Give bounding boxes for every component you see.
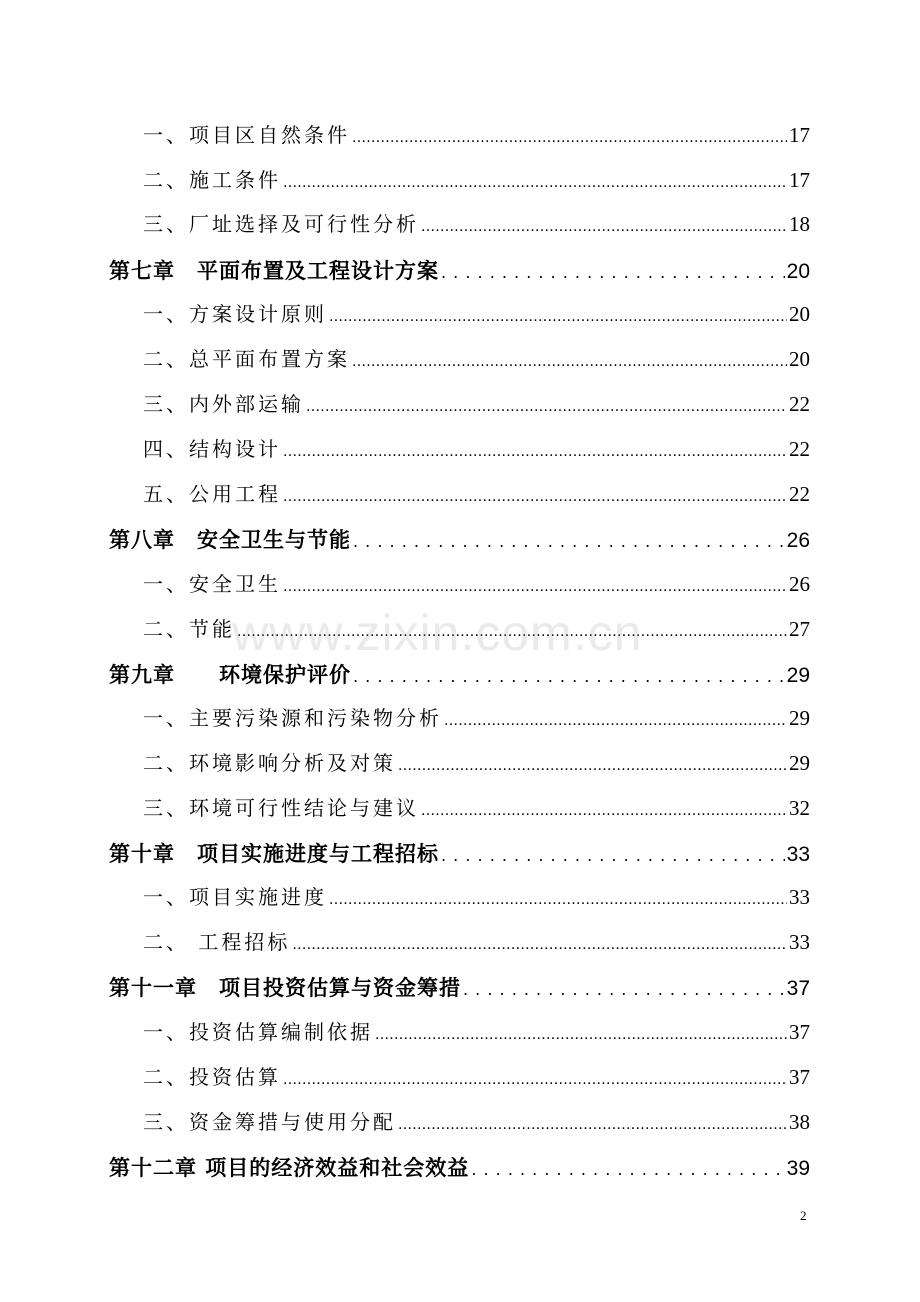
dot-leader bbox=[353, 658, 785, 694]
toc-page-number: 17 bbox=[789, 123, 810, 147]
dot-leader bbox=[283, 477, 787, 514]
toc-chapter-entry[interactable] bbox=[109, 254, 810, 288]
toc-entry[interactable] bbox=[143, 925, 810, 959]
toc-page-number: 20 bbox=[786, 260, 810, 283]
toc-entry[interactable] bbox=[143, 701, 810, 735]
dot-leader bbox=[329, 297, 787, 334]
dot-leader bbox=[444, 701, 787, 738]
dot-leader bbox=[441, 254, 785, 290]
dot-leader bbox=[353, 523, 785, 559]
toc-entry[interactable] bbox=[143, 1105, 810, 1139]
dot-leader bbox=[237, 612, 787, 649]
toc-page-number: 17 bbox=[789, 168, 810, 192]
toc-page-number: 33 bbox=[789, 885, 810, 909]
toc-entry-title: 三、内外部运输 bbox=[143, 392, 304, 416]
toc-entry[interactable] bbox=[143, 791, 810, 825]
watermark: www.zixin.com.cn bbox=[232, 605, 643, 661]
dot-leader bbox=[306, 387, 787, 424]
toc-chapter-title: 第七章 平面布置及工程设计方案 bbox=[109, 258, 439, 283]
toc-entry[interactable] bbox=[143, 567, 810, 601]
toc-entry-title: 一、项目实施进度 bbox=[143, 885, 327, 909]
dot-leader bbox=[283, 432, 787, 469]
toc-page-number: 26 bbox=[786, 529, 810, 552]
toc-entry[interactable] bbox=[143, 163, 810, 197]
toc-entry[interactable] bbox=[143, 477, 810, 511]
toc-entry[interactable] bbox=[143, 207, 810, 241]
page-number: 2 bbox=[800, 1208, 807, 1223]
dot-leader bbox=[463, 971, 785, 1007]
toc-page-number: 32 bbox=[789, 796, 810, 820]
toc-entry-title: 一、方案设计原则 bbox=[143, 302, 327, 326]
toc-page-number: 37 bbox=[789, 1020, 810, 1044]
toc-entry[interactable] bbox=[143, 342, 810, 376]
dot-leader bbox=[375, 1015, 787, 1052]
toc-entry-title: 二、投资估算 bbox=[143, 1065, 281, 1089]
toc-page-number: 37 bbox=[786, 977, 810, 1000]
toc-chapter-title: 第九章 环境保护评价 bbox=[109, 662, 351, 687]
dot-leader bbox=[292, 925, 787, 962]
toc-entry[interactable] bbox=[143, 432, 810, 466]
dot-leader bbox=[398, 746, 787, 783]
toc-page-number: 33 bbox=[786, 843, 810, 866]
toc-entry-title: 四、结构设计 bbox=[143, 437, 281, 461]
toc-entry-title: 五、公用工程 bbox=[143, 482, 281, 506]
dot-leader bbox=[421, 207, 787, 244]
toc-page-number: 39 bbox=[786, 1157, 810, 1180]
toc-page-number: 20 bbox=[789, 302, 810, 326]
toc-entry[interactable] bbox=[143, 1060, 810, 1094]
toc-page-number: 38 bbox=[789, 1110, 810, 1134]
dot-leader bbox=[352, 342, 787, 379]
toc-entry-title: 二、施工条件 bbox=[143, 168, 281, 192]
toc-page-number: 22 bbox=[789, 482, 810, 506]
toc-chapter-title: 第十章 项目实施进度与工程招标 bbox=[109, 841, 439, 866]
toc-chapter-entry[interactable] bbox=[109, 971, 810, 1005]
dot-leader bbox=[329, 880, 787, 917]
toc-page-number: 29 bbox=[789, 706, 810, 730]
toc-chapter-entry[interactable] bbox=[109, 658, 810, 692]
toc-page-number: 22 bbox=[789, 437, 810, 461]
toc-entry[interactable] bbox=[143, 387, 810, 421]
toc-chapter-title: 第十二章 项目的经济效益和社会效益 bbox=[109, 1155, 470, 1180]
toc-chapter-entry[interactable] bbox=[109, 523, 810, 557]
toc-chapter-title: 第八章 安全卫生与节能 bbox=[109, 527, 351, 552]
dot-leader bbox=[421, 791, 787, 828]
toc-entry-title: 一、安全卫生 bbox=[143, 572, 281, 596]
toc-page-number: 26 bbox=[789, 572, 810, 596]
toc-entry[interactable] bbox=[143, 297, 810, 331]
toc-page-number: 29 bbox=[789, 751, 810, 775]
toc-entry-title: 三、环境可行性结论与建议 bbox=[143, 796, 419, 820]
toc-entry-title: 二、总平面布置方案 bbox=[143, 347, 350, 371]
toc-entry-title: 二、环境影响分析及对策 bbox=[143, 751, 396, 775]
dot-leader bbox=[283, 163, 787, 200]
toc-entry-title: 一、项目区自然条件 bbox=[143, 123, 350, 147]
dot-leader bbox=[283, 567, 787, 604]
toc-page-number: 33 bbox=[789, 930, 810, 954]
toc-page-number: 20 bbox=[789, 347, 810, 371]
toc-chapter-entry[interactable] bbox=[109, 837, 810, 871]
toc-page-number: 22 bbox=[789, 392, 810, 416]
toc-chapter-title: 第十一章 项目投资估算与资金筹措 bbox=[109, 975, 461, 1000]
toc-entry-title: 三、资金筹措与使用分配 bbox=[143, 1110, 396, 1134]
toc-entry-title: 二、节能 bbox=[143, 617, 235, 641]
toc-entry-title: 一、主要污染源和污染物分析 bbox=[143, 706, 442, 730]
toc-entry[interactable] bbox=[143, 880, 810, 914]
toc-page-number: 27 bbox=[789, 617, 810, 641]
toc-entry-title: 二、 工程招标 bbox=[143, 930, 291, 954]
dot-leader bbox=[283, 1060, 787, 1097]
dot-leader bbox=[441, 837, 785, 873]
toc-entry-title: 三、厂址选择及可行性分析 bbox=[143, 212, 419, 236]
toc-entry[interactable] bbox=[143, 746, 810, 780]
toc-entry[interactable] bbox=[143, 118, 810, 152]
dot-leader bbox=[398, 1105, 787, 1142]
toc-page-number: 37 bbox=[789, 1065, 810, 1089]
toc-chapter-entry[interactable] bbox=[109, 1151, 810, 1185]
toc-entry[interactable] bbox=[143, 1015, 810, 1049]
dot-leader bbox=[471, 1151, 784, 1187]
dot-leader bbox=[352, 118, 787, 155]
toc-entry[interactable] bbox=[143, 612, 810, 646]
toc-page-number: 18 bbox=[789, 212, 810, 236]
toc-page-number: 29 bbox=[786, 664, 810, 687]
toc-entry-title: 一、投资估算编制依据 bbox=[143, 1020, 373, 1044]
